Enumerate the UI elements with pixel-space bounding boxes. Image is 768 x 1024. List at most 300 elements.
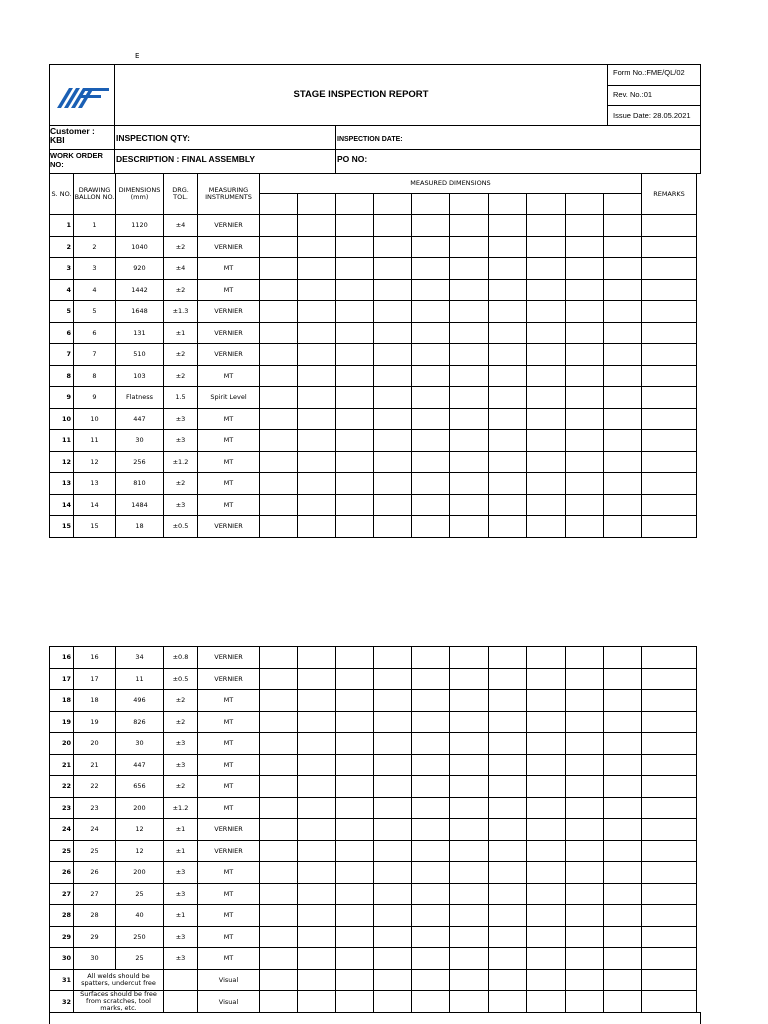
remarks-cell[interactable] xyxy=(642,926,697,948)
measured-value-cell[interactable] xyxy=(336,948,374,970)
measured-value-cell[interactable] xyxy=(298,387,336,409)
measured-value-cell[interactable] xyxy=(298,948,336,970)
measured-value-cell[interactable] xyxy=(566,322,604,344)
measured-value-cell[interactable] xyxy=(260,430,298,452)
measured-value-cell[interactable] xyxy=(374,516,412,538)
measured-value-cell[interactable] xyxy=(489,711,527,733)
measured-value-cell[interactable] xyxy=(374,344,412,366)
remarks-cell[interactable] xyxy=(642,883,697,905)
measured-value-cell[interactable] xyxy=(566,969,604,991)
measured-value-cell[interactable] xyxy=(450,948,489,970)
measured-value-cell[interactable] xyxy=(336,301,374,323)
measured-value-cell[interactable] xyxy=(374,733,412,755)
measured-value-cell[interactable] xyxy=(412,408,450,430)
measured-value-cell[interactable] xyxy=(527,365,566,387)
measured-value-cell[interactable] xyxy=(566,430,604,452)
measured-value-cell[interactable] xyxy=(604,494,642,516)
measured-value-cell[interactable] xyxy=(450,776,489,798)
measured-value-cell[interactable] xyxy=(489,926,527,948)
measured-value-cell[interactable] xyxy=(566,905,604,927)
measured-value-cell[interactable] xyxy=(260,883,298,905)
measured-value-cell[interactable] xyxy=(566,776,604,798)
measured-value-cell[interactable] xyxy=(374,279,412,301)
measured-value-cell[interactable] xyxy=(298,797,336,819)
measured-value-cell[interactable] xyxy=(604,883,642,905)
measured-value-cell[interactable] xyxy=(450,236,489,258)
measured-value-cell[interactable] xyxy=(374,451,412,473)
measured-value-cell[interactable] xyxy=(412,840,450,862)
measured-value-cell[interactable] xyxy=(336,926,374,948)
measured-value-cell[interactable] xyxy=(489,236,527,258)
measured-value-cell[interactable] xyxy=(336,236,374,258)
measured-value-cell[interactable] xyxy=(412,365,450,387)
measured-value-cell[interactable] xyxy=(336,991,374,1013)
measured-value-cell[interactable] xyxy=(412,647,450,669)
measured-value-cell[interactable] xyxy=(566,451,604,473)
measured-value-cell[interactable] xyxy=(489,991,527,1013)
measured-value-cell[interactable] xyxy=(450,408,489,430)
measured-value-cell[interactable] xyxy=(412,862,450,884)
remarks-cell[interactable] xyxy=(642,494,697,516)
measured-value-cell[interactable] xyxy=(489,840,527,862)
measured-value-cell[interactable] xyxy=(450,711,489,733)
measured-value-cell[interactable] xyxy=(336,862,374,884)
measured-value-cell[interactable] xyxy=(374,690,412,712)
measured-value-cell[interactable] xyxy=(298,215,336,237)
measured-value-cell[interactable] xyxy=(566,258,604,280)
measured-value-cell[interactable] xyxy=(260,473,298,495)
measured-value-cell[interactable] xyxy=(374,905,412,927)
measured-value-cell[interactable] xyxy=(374,494,412,516)
measured-value-cell[interactable] xyxy=(604,236,642,258)
measured-value-cell[interactable] xyxy=(604,430,642,452)
measured-value-cell[interactable] xyxy=(412,969,450,991)
measured-value-cell[interactable] xyxy=(489,387,527,409)
measured-value-cell[interactable] xyxy=(412,883,450,905)
measured-value-cell[interactable] xyxy=(527,451,566,473)
measured-value-cell[interactable] xyxy=(374,991,412,1013)
measured-value-cell[interactable] xyxy=(527,215,566,237)
measured-value-cell[interactable] xyxy=(374,322,412,344)
measured-value-cell[interactable] xyxy=(566,754,604,776)
remarks-cell[interactable] xyxy=(642,215,697,237)
measured-value-cell[interactable] xyxy=(604,840,642,862)
measured-value-cell[interactable] xyxy=(527,236,566,258)
measured-value-cell[interactable] xyxy=(527,668,566,690)
measured-value-cell[interactable] xyxy=(489,905,527,927)
measured-value-cell[interactable] xyxy=(260,322,298,344)
measured-value-cell[interactable] xyxy=(298,711,336,733)
measured-value-cell[interactable] xyxy=(527,344,566,366)
measured-value-cell[interactable] xyxy=(604,991,642,1013)
measured-value-cell[interactable] xyxy=(489,301,527,323)
measured-value-cell[interactable] xyxy=(260,711,298,733)
measured-value-cell[interactable] xyxy=(489,473,527,495)
remarks-cell[interactable] xyxy=(642,344,697,366)
measured-value-cell[interactable] xyxy=(260,365,298,387)
measured-value-cell[interactable] xyxy=(412,797,450,819)
remarks-cell[interactable] xyxy=(642,948,697,970)
measured-value-cell[interactable] xyxy=(566,473,604,495)
measured-value-cell[interactable] xyxy=(604,451,642,473)
measured-value-cell[interactable] xyxy=(260,690,298,712)
measured-value-cell[interactable] xyxy=(336,690,374,712)
measured-value-cell[interactable] xyxy=(450,279,489,301)
measured-value-cell[interactable] xyxy=(374,883,412,905)
measured-value-cell[interactable] xyxy=(260,301,298,323)
measured-value-cell[interactable] xyxy=(412,905,450,927)
remarks-cell[interactable] xyxy=(642,430,697,452)
measured-value-cell[interactable] xyxy=(450,754,489,776)
remarks-cell[interactable] xyxy=(642,516,697,538)
measured-value-cell[interactable] xyxy=(298,819,336,841)
measured-value-cell[interactable] xyxy=(412,344,450,366)
measured-value-cell[interactable] xyxy=(566,301,604,323)
measured-value-cell[interactable] xyxy=(412,754,450,776)
measured-value-cell[interactable] xyxy=(298,969,336,991)
remarks-cell[interactable] xyxy=(642,862,697,884)
measured-value-cell[interactable] xyxy=(604,776,642,798)
measured-value-cell[interactable] xyxy=(374,862,412,884)
measured-value-cell[interactable] xyxy=(450,451,489,473)
measured-value-cell[interactable] xyxy=(489,948,527,970)
measured-value-cell[interactable] xyxy=(374,948,412,970)
measured-value-cell[interactable] xyxy=(298,991,336,1013)
remarks-cell[interactable] xyxy=(642,991,697,1013)
measured-value-cell[interactable] xyxy=(489,451,527,473)
measured-value-cell[interactable] xyxy=(489,668,527,690)
measured-value-cell[interactable] xyxy=(298,430,336,452)
measured-value-cell[interactable] xyxy=(298,647,336,669)
measured-value-cell[interactable] xyxy=(566,690,604,712)
measured-value-cell[interactable] xyxy=(527,776,566,798)
measured-value-cell[interactable] xyxy=(336,883,374,905)
measured-value-cell[interactable] xyxy=(260,516,298,538)
measured-value-cell[interactable] xyxy=(374,430,412,452)
measured-value-cell[interactable] xyxy=(412,776,450,798)
remarks-cell[interactable] xyxy=(642,905,697,927)
remarks-cell[interactable] xyxy=(642,969,697,991)
measured-value-cell[interactable] xyxy=(527,991,566,1013)
measured-value-cell[interactable] xyxy=(566,840,604,862)
measured-value-cell[interactable] xyxy=(260,344,298,366)
measured-value-cell[interactable] xyxy=(298,473,336,495)
measured-value-cell[interactable] xyxy=(489,754,527,776)
measured-value-cell[interactable] xyxy=(566,883,604,905)
remarks-cell[interactable] xyxy=(642,258,697,280)
measured-value-cell[interactable] xyxy=(527,408,566,430)
measured-value-cell[interactable] xyxy=(450,301,489,323)
measured-value-cell[interactable] xyxy=(336,387,374,409)
measured-value-cell[interactable] xyxy=(604,215,642,237)
measured-value-cell[interactable] xyxy=(450,668,489,690)
measured-value-cell[interactable] xyxy=(604,862,642,884)
measured-value-cell[interactable] xyxy=(260,236,298,258)
measured-value-cell[interactable] xyxy=(566,819,604,841)
remarks-cell[interactable] xyxy=(642,236,697,258)
measured-value-cell[interactable] xyxy=(336,215,374,237)
measured-value-cell[interactable] xyxy=(336,451,374,473)
measured-value-cell[interactable] xyxy=(412,430,450,452)
measured-value-cell[interactable] xyxy=(450,473,489,495)
measured-value-cell[interactable] xyxy=(412,991,450,1013)
measured-value-cell[interactable] xyxy=(298,668,336,690)
measured-value-cell[interactable] xyxy=(374,668,412,690)
measured-value-cell[interactable] xyxy=(566,215,604,237)
measured-value-cell[interactable] xyxy=(298,905,336,927)
measured-value-cell[interactable] xyxy=(336,668,374,690)
measured-value-cell[interactable] xyxy=(566,711,604,733)
measured-value-cell[interactable] xyxy=(374,754,412,776)
measured-value-cell[interactable] xyxy=(489,862,527,884)
measured-value-cell[interactable] xyxy=(527,797,566,819)
measured-value-cell[interactable] xyxy=(374,797,412,819)
measured-value-cell[interactable] xyxy=(336,905,374,927)
measured-value-cell[interactable] xyxy=(527,430,566,452)
measured-value-cell[interactable] xyxy=(336,430,374,452)
measured-value-cell[interactable] xyxy=(566,948,604,970)
measured-value-cell[interactable] xyxy=(412,711,450,733)
measured-value-cell[interactable] xyxy=(412,236,450,258)
measured-value-cell[interactable] xyxy=(298,776,336,798)
measured-value-cell[interactable] xyxy=(298,754,336,776)
measured-value-cell[interactable] xyxy=(298,344,336,366)
remarks-cell[interactable] xyxy=(642,473,697,495)
measured-value-cell[interactable] xyxy=(489,279,527,301)
remarks-cell[interactable] xyxy=(642,840,697,862)
measured-value-cell[interactable] xyxy=(450,905,489,927)
measured-value-cell[interactable] xyxy=(298,862,336,884)
remarks-cell[interactable] xyxy=(642,711,697,733)
remarks-cell[interactable] xyxy=(642,690,697,712)
measured-value-cell[interactable] xyxy=(527,883,566,905)
measured-value-cell[interactable] xyxy=(260,494,298,516)
measured-value-cell[interactable] xyxy=(604,344,642,366)
measured-value-cell[interactable] xyxy=(604,365,642,387)
measured-value-cell[interactable] xyxy=(260,776,298,798)
measured-value-cell[interactable] xyxy=(566,279,604,301)
remarks-cell[interactable] xyxy=(642,451,697,473)
measured-value-cell[interactable] xyxy=(489,215,527,237)
measured-value-cell[interactable] xyxy=(527,969,566,991)
measured-value-cell[interactable] xyxy=(374,408,412,430)
measured-value-cell[interactable] xyxy=(298,451,336,473)
measured-value-cell[interactable] xyxy=(566,516,604,538)
remarks-cell[interactable] xyxy=(642,387,697,409)
measured-value-cell[interactable] xyxy=(450,322,489,344)
measured-value-cell[interactable] xyxy=(566,647,604,669)
measured-value-cell[interactable] xyxy=(336,279,374,301)
measured-value-cell[interactable] xyxy=(604,905,642,927)
measured-value-cell[interactable] xyxy=(566,236,604,258)
remarks-cell[interactable] xyxy=(642,668,697,690)
measured-value-cell[interactable] xyxy=(336,797,374,819)
measured-value-cell[interactable] xyxy=(450,258,489,280)
measured-value-cell[interactable] xyxy=(527,258,566,280)
measured-value-cell[interactable] xyxy=(336,322,374,344)
measured-value-cell[interactable] xyxy=(527,733,566,755)
measured-value-cell[interactable] xyxy=(374,387,412,409)
measured-value-cell[interactable] xyxy=(604,647,642,669)
measured-value-cell[interactable] xyxy=(260,991,298,1013)
measured-value-cell[interactable] xyxy=(374,840,412,862)
measured-value-cell[interactable] xyxy=(527,387,566,409)
measured-value-cell[interactable] xyxy=(298,236,336,258)
measured-value-cell[interactable] xyxy=(298,258,336,280)
measured-value-cell[interactable] xyxy=(374,258,412,280)
remarks-cell[interactable] xyxy=(642,754,697,776)
measured-value-cell[interactable] xyxy=(260,408,298,430)
measured-value-cell[interactable] xyxy=(336,365,374,387)
measured-value-cell[interactable] xyxy=(604,690,642,712)
measured-value-cell[interactable] xyxy=(527,473,566,495)
measured-value-cell[interactable] xyxy=(489,776,527,798)
measured-value-cell[interactable] xyxy=(604,711,642,733)
measured-value-cell[interactable] xyxy=(604,754,642,776)
measured-value-cell[interactable] xyxy=(336,647,374,669)
measured-value-cell[interactable] xyxy=(450,647,489,669)
measured-value-cell[interactable] xyxy=(527,926,566,948)
measured-value-cell[interactable] xyxy=(527,819,566,841)
measured-value-cell[interactable] xyxy=(450,365,489,387)
measured-value-cell[interactable] xyxy=(412,690,450,712)
measured-value-cell[interactable] xyxy=(450,991,489,1013)
measured-value-cell[interactable] xyxy=(527,301,566,323)
measured-value-cell[interactable] xyxy=(604,322,642,344)
measured-value-cell[interactable] xyxy=(336,819,374,841)
measured-value-cell[interactable] xyxy=(412,819,450,841)
measured-value-cell[interactable] xyxy=(527,516,566,538)
measured-value-cell[interactable] xyxy=(374,711,412,733)
measured-value-cell[interactable] xyxy=(566,408,604,430)
measured-value-cell[interactable] xyxy=(527,754,566,776)
measured-value-cell[interactable] xyxy=(374,365,412,387)
measured-value-cell[interactable] xyxy=(489,408,527,430)
remarks-cell[interactable] xyxy=(642,647,697,669)
measured-value-cell[interactable] xyxy=(260,862,298,884)
measured-value-cell[interactable] xyxy=(604,301,642,323)
measured-value-cell[interactable] xyxy=(604,926,642,948)
measured-value-cell[interactable] xyxy=(489,647,527,669)
measured-value-cell[interactable] xyxy=(604,279,642,301)
measured-value-cell[interactable] xyxy=(604,258,642,280)
measured-value-cell[interactable] xyxy=(260,840,298,862)
measured-value-cell[interactable] xyxy=(412,926,450,948)
measured-value-cell[interactable] xyxy=(260,797,298,819)
measured-value-cell[interactable] xyxy=(450,840,489,862)
measured-value-cell[interactable] xyxy=(566,494,604,516)
measured-value-cell[interactable] xyxy=(450,797,489,819)
measured-value-cell[interactable] xyxy=(489,969,527,991)
measured-value-cell[interactable] xyxy=(450,344,489,366)
measured-value-cell[interactable] xyxy=(298,690,336,712)
measured-value-cell[interactable] xyxy=(566,733,604,755)
remarks-cell[interactable] xyxy=(642,819,697,841)
measured-value-cell[interactable] xyxy=(298,733,336,755)
measured-value-cell[interactable] xyxy=(260,754,298,776)
measured-value-cell[interactable] xyxy=(298,840,336,862)
measured-value-cell[interactable] xyxy=(260,948,298,970)
measured-value-cell[interactable] xyxy=(450,690,489,712)
measured-value-cell[interactable] xyxy=(527,279,566,301)
measured-value-cell[interactable] xyxy=(260,215,298,237)
measured-value-cell[interactable] xyxy=(489,258,527,280)
measured-value-cell[interactable] xyxy=(566,387,604,409)
measured-value-cell[interactable] xyxy=(260,926,298,948)
measured-value-cell[interactable] xyxy=(527,494,566,516)
measured-value-cell[interactable] xyxy=(298,279,336,301)
measured-value-cell[interactable] xyxy=(604,668,642,690)
measured-value-cell[interactable] xyxy=(336,711,374,733)
measured-value-cell[interactable] xyxy=(566,344,604,366)
measured-value-cell[interactable] xyxy=(604,819,642,841)
measured-value-cell[interactable] xyxy=(336,733,374,755)
measured-value-cell[interactable] xyxy=(527,647,566,669)
measured-value-cell[interactable] xyxy=(566,991,604,1013)
measured-value-cell[interactable] xyxy=(374,215,412,237)
measured-value-cell[interactable] xyxy=(489,430,527,452)
measured-value-cell[interactable] xyxy=(412,301,450,323)
measured-value-cell[interactable] xyxy=(260,647,298,669)
measured-value-cell[interactable] xyxy=(412,948,450,970)
measured-value-cell[interactable] xyxy=(604,473,642,495)
measured-value-cell[interactable] xyxy=(566,668,604,690)
measured-value-cell[interactable] xyxy=(450,819,489,841)
remarks-cell[interactable] xyxy=(642,733,697,755)
measured-value-cell[interactable] xyxy=(412,451,450,473)
measured-value-cell[interactable] xyxy=(604,516,642,538)
measured-value-cell[interactable] xyxy=(336,776,374,798)
measured-value-cell[interactable] xyxy=(566,797,604,819)
measured-value-cell[interactable] xyxy=(450,215,489,237)
measured-value-cell[interactable] xyxy=(489,365,527,387)
measured-value-cell[interactable] xyxy=(374,236,412,258)
measured-value-cell[interactable] xyxy=(489,516,527,538)
remarks-cell[interactable] xyxy=(642,776,697,798)
measured-value-cell[interactable] xyxy=(336,344,374,366)
measured-value-cell[interactable] xyxy=(374,926,412,948)
measured-value-cell[interactable] xyxy=(412,322,450,344)
measured-value-cell[interactable] xyxy=(374,473,412,495)
measured-value-cell[interactable] xyxy=(298,408,336,430)
measured-value-cell[interactable] xyxy=(450,883,489,905)
measured-value-cell[interactable] xyxy=(450,926,489,948)
measured-value-cell[interactable] xyxy=(604,948,642,970)
measured-value-cell[interactable] xyxy=(260,279,298,301)
measured-value-cell[interactable] xyxy=(450,494,489,516)
measured-value-cell[interactable] xyxy=(374,647,412,669)
measured-value-cell[interactable] xyxy=(298,365,336,387)
measured-value-cell[interactable] xyxy=(489,690,527,712)
measured-value-cell[interactable] xyxy=(298,301,336,323)
measured-value-cell[interactable] xyxy=(450,516,489,538)
measured-value-cell[interactable] xyxy=(604,797,642,819)
measured-value-cell[interactable] xyxy=(412,733,450,755)
measured-value-cell[interactable] xyxy=(374,301,412,323)
measured-value-cell[interactable] xyxy=(450,430,489,452)
measured-value-cell[interactable] xyxy=(412,279,450,301)
measured-value-cell[interactable] xyxy=(527,862,566,884)
measured-value-cell[interactable] xyxy=(450,733,489,755)
measured-value-cell[interactable] xyxy=(260,969,298,991)
measured-value-cell[interactable] xyxy=(260,451,298,473)
measured-value-cell[interactable] xyxy=(450,862,489,884)
measured-value-cell[interactable] xyxy=(604,387,642,409)
measured-value-cell[interactable] xyxy=(298,494,336,516)
measured-value-cell[interactable] xyxy=(527,840,566,862)
measured-value-cell[interactable] xyxy=(489,733,527,755)
measured-value-cell[interactable] xyxy=(336,840,374,862)
